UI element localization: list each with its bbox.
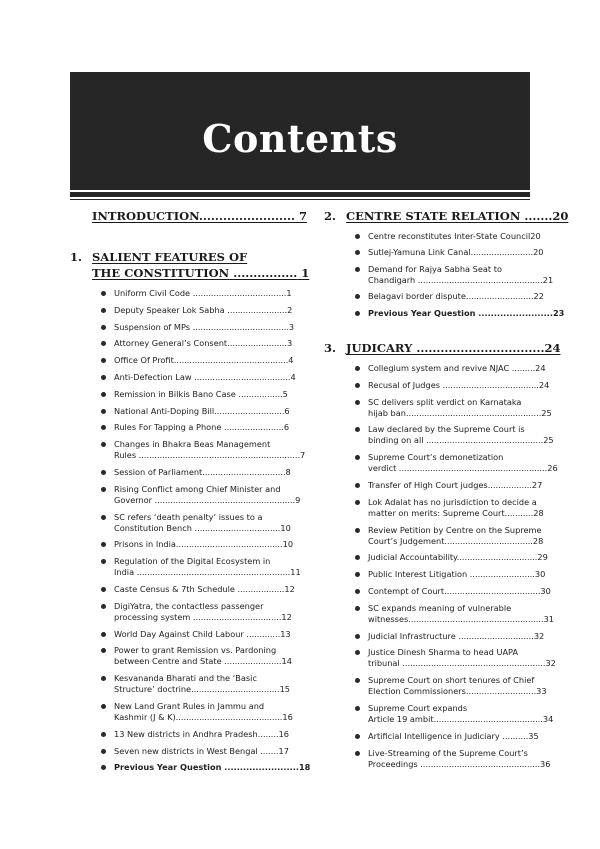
toc-item[interactable]	[114, 484, 346, 506]
section-number: 3.	[324, 341, 337, 355]
bullet-icon	[355, 383, 360, 388]
header-rule-thin	[70, 199, 530, 200]
bullet-icon	[355, 555, 360, 560]
bullet-icon	[101, 291, 106, 296]
toc-item[interactable]	[368, 247, 596, 258]
bullet-icon	[101, 470, 106, 475]
bullet-icon	[355, 678, 360, 683]
toc-item[interactable]	[368, 264, 596, 286]
toc-item[interactable]	[114, 762, 346, 773]
bullet-icon	[101, 442, 106, 447]
toc-item-text: Previous Year Question ........................23	[368, 307, 565, 318]
toc-item[interactable]	[368, 552, 596, 563]
toc-item[interactable]	[114, 673, 346, 695]
toc-item-text: SC refers ‘death penalty’ issues to a	[114, 511, 263, 522]
bullet-icon	[101, 749, 106, 754]
toc-item-text: Belagavi border dispute..........................22	[368, 291, 544, 302]
toc-item-text: Uniform Civil Code ....................................1	[114, 288, 292, 298]
toc-item-text: Public Interest Litigation .........................30	[368, 569, 546, 580]
toc-item-text: World Day Against Child Labour .............13	[114, 628, 291, 639]
entry-page: 20	[552, 209, 569, 223]
toc-item-text-cont: Article 19 ambit..........................................34	[368, 713, 554, 724]
bullet-icon	[101, 604, 106, 609]
toc-item[interactable]	[368, 424, 596, 446]
toc-item-text: Supreme Court expands	[368, 702, 468, 713]
toc-item-text-cont: tribunal .......................................................32	[368, 658, 556, 669]
toc-item[interactable]	[114, 629, 346, 640]
toc-item[interactable]	[114, 389, 346, 400]
toc-item-text: Contempt of Court.....................................30	[368, 585, 551, 596]
bullet-icon	[355, 706, 360, 711]
section-title: CENTRE STATE RELATION	[346, 209, 521, 223]
bullet-icon	[101, 341, 106, 346]
toc-item-text: Review Petition by Centre on the Supreme	[368, 524, 542, 535]
toc-item-text-cont: witnesses....................................................31	[368, 613, 554, 624]
bullet-icon	[355, 500, 360, 505]
section-3-items	[368, 363, 596, 775]
section-1-items	[114, 288, 346, 779]
toc-item[interactable]	[114, 701, 346, 723]
toc-item[interactable]	[368, 380, 596, 391]
toc-item[interactable]	[368, 525, 596, 547]
toc-item-text: DigiYatra, the contactless passenger	[114, 600, 264, 611]
toc-item[interactable]	[368, 631, 596, 642]
entry-page: 24	[544, 341, 561, 355]
bullet-icon	[355, 634, 360, 639]
section-title: JUDICARY	[346, 341, 413, 355]
toc-item[interactable]	[368, 363, 596, 374]
toc-section-1-line2	[92, 266, 309, 280]
toc-item-text-cont: Proceedings ..............................................36	[368, 758, 551, 769]
toc-entry-introduction[interactable]	[92, 209, 307, 223]
bullet-icon	[101, 732, 106, 737]
bullet-icon	[101, 358, 106, 363]
toc-item[interactable]	[114, 288, 346, 299]
section-2-items	[368, 231, 596, 324]
toc-item-text: Office Of Profit............................................4	[114, 355, 294, 366]
toc-item-text: Live-Streaming of the Supreme Court’s	[368, 747, 528, 758]
bullet-icon	[101, 308, 106, 313]
toc-item[interactable]	[114, 355, 346, 366]
toc-item[interactable]	[368, 480, 596, 491]
bullet-icon	[101, 409, 106, 414]
toc-item-text: Artificial Intelligence in Judiciary ..........35	[368, 730, 539, 741]
toc-item-text: SC expands meaning of vulnerable	[368, 602, 512, 613]
toc-item-text-cont: India ...........................................................11	[114, 567, 301, 578]
toc-item-text: Rules For Tapping a Phone .......................6	[114, 422, 290, 433]
toc-item-text: Attorney General’s Consent.......................3	[114, 338, 293, 349]
toc-item[interactable]	[114, 645, 346, 667]
toc-item-text: Sutlej-Yamuna Link Canal........................20	[368, 247, 544, 258]
toc-item[interactable]	[114, 601, 346, 623]
toc-item-text-cont: hijab ban....................................................25	[368, 407, 552, 418]
bullet-icon	[101, 704, 106, 709]
toc-section-2[interactable]	[324, 209, 568, 223]
toc-item[interactable]	[114, 338, 346, 349]
toc-item-text: Law declared by the Supreme Court is	[368, 424, 525, 435]
bullet-icon	[355, 455, 360, 460]
toc-item[interactable]	[114, 556, 346, 578]
toc-item-text: Judicial Infrastructure .............................32	[368, 630, 545, 641]
bullet-icon	[101, 587, 106, 592]
toc-item-text-cont: Chandigarh ................................................21	[368, 274, 554, 285]
entry-leader: ........................	[198, 209, 296, 223]
bullet-icon	[101, 676, 106, 681]
bullet-icon	[355, 366, 360, 371]
toc-item[interactable]	[114, 372, 346, 383]
toc-item-text: Rising Conflict among Chief Minister and	[114, 483, 281, 494]
toc-section-3[interactable]	[324, 341, 560, 355]
toc-item[interactable]	[368, 291, 596, 302]
bullet-icon	[101, 515, 106, 520]
toc-item-text: Caste Census & 7th Schedule ..................12	[114, 583, 295, 594]
toc-item[interactable]	[368, 603, 596, 625]
entry-title: INTRODUCTION	[92, 209, 199, 223]
toc-item-text: Kesvananda Bharati and the ‘Basic	[114, 673, 257, 684]
bullet-icon	[101, 425, 106, 430]
toc-item[interactable]	[368, 497, 596, 519]
toc-item-text: National Anti-Doping Bill...........................6	[114, 405, 290, 416]
toc-item[interactable]	[114, 729, 346, 740]
toc-item-text: Session of Parliament................................8	[114, 466, 291, 477]
toc-item-text: Remission in Bilkis Bano Case .................5	[114, 388, 288, 399]
bullet-icon	[101, 375, 106, 380]
bullet-icon	[355, 294, 360, 299]
entry-page: 1	[301, 266, 310, 280]
section-number: 2.	[324, 209, 337, 223]
bullet-icon	[101, 648, 106, 653]
toc-item-text: Changes in Bhakra Beas Management	[114, 439, 271, 450]
bullet-icon	[355, 606, 360, 611]
toc-item-text: 13 New districts in Andhra Pradesh........16	[114, 728, 289, 739]
bullet-icon	[355, 400, 360, 405]
toc-item[interactable]	[368, 569, 596, 580]
toc-item[interactable]	[368, 452, 596, 474]
bullet-icon	[355, 650, 360, 655]
toc-item[interactable]	[368, 675, 596, 697]
toc-section-1[interactable]	[70, 250, 247, 264]
toc-item-text: Transfer of High Court judges.................27	[368, 479, 543, 490]
bullet-icon	[101, 542, 106, 547]
bullet-icon	[355, 751, 360, 756]
toc-item-text: Demand for Rajya Sabha Seat to	[368, 263, 502, 274]
toc-item[interactable]	[114, 539, 346, 550]
toc-item[interactable]	[114, 467, 346, 478]
toc-item-text: Prisons in India.........................................10	[114, 539, 294, 550]
toc-item-text-cont: Kashmir (J & K).........................................16	[114, 711, 293, 722]
toc-item[interactable]	[368, 703, 596, 725]
bullet-icon	[101, 325, 106, 330]
entry-leader: .......	[524, 209, 553, 223]
section-title-cont: THE CONSTITUTION	[92, 266, 230, 280]
bullet-icon	[101, 765, 106, 770]
page-title: Contents	[202, 115, 398, 161]
bullet-icon	[355, 572, 360, 577]
toc-item[interactable]	[114, 422, 346, 433]
bullet-icon	[355, 250, 360, 255]
bullet-icon	[355, 234, 360, 239]
toc-item-text: Collegium system and revive NJAC .........24	[368, 363, 546, 373]
bullet-icon	[101, 559, 106, 564]
toc-item-text: Previous Year Question ........................18	[114, 762, 311, 773]
section-title: SALIENT FEATURES OF	[92, 250, 248, 264]
bullet-icon	[355, 427, 360, 432]
toc-item-text: New Land Grant Rules in Jammu and	[114, 700, 265, 711]
entry-page: 7	[299, 209, 308, 223]
toc-item-text-cont: Constitution Bench .................................10	[114, 522, 291, 533]
toc-item[interactable]	[114, 746, 346, 757]
bullet-icon	[355, 483, 360, 488]
toc-item-text: Supreme Court on short tenures of Chief	[368, 675, 535, 686]
toc-item[interactable]	[114, 584, 346, 595]
toc-item[interactable]	[368, 397, 596, 419]
toc-item[interactable]	[368, 231, 596, 242]
bullet-icon	[101, 487, 106, 492]
bullet-icon	[101, 392, 106, 397]
toc-item-text: SC delivers split verdict on Karnataka	[368, 396, 522, 407]
entry-leader: ................	[233, 266, 298, 280]
toc-item-text-cont: matter on merits: Supreme Court...........28	[368, 507, 544, 518]
toc-item-text-cont: Governor ......................................................9	[114, 494, 301, 505]
toc-item-text: Seven new districts in West Bengal .......17	[114, 745, 289, 756]
toc-item-text: Suspension of MPs .....................................3	[114, 321, 295, 332]
toc-item-text-cont: processing system ..................................12	[114, 611, 292, 622]
bullet-icon	[355, 734, 360, 739]
toc-item[interactable]	[368, 731, 596, 742]
toc-item-text: Deputy Speaker Lok Sabha .......................2	[114, 304, 293, 315]
toc-item-text-cont: Rules ..............................................................7	[114, 450, 306, 461]
toc-item[interactable]	[368, 586, 596, 597]
toc-item[interactable]	[368, 748, 596, 770]
toc-item-text: Anti-Defection Law .....................................4	[114, 371, 296, 382]
toc-item-text-cont: verdict .........................................................26	[368, 463, 558, 474]
toc-item[interactable]	[114, 322, 346, 333]
toc-item[interactable]	[114, 406, 346, 417]
toc-item-text-cont: between Centre and State ......................14	[114, 656, 292, 667]
toc-item[interactable]	[114, 512, 346, 534]
toc-item-text: Supreme Court’s demonetization	[368, 452, 504, 463]
toc-item[interactable]	[368, 647, 596, 669]
toc-item-text: Regulation of the Digital Ecosystem in	[114, 556, 271, 567]
section-number: 1.	[70, 250, 83, 264]
toc-item[interactable]	[114, 439, 346, 461]
toc-item-text-cont: Structure’ doctrine..................................15	[114, 684, 290, 695]
toc-item-text-cont: Election Commissioners...........................33	[368, 686, 547, 697]
bullet-icon	[355, 528, 360, 533]
toc-item-text-cont: binding on all .............................................25	[368, 435, 554, 446]
header-rule-thick	[70, 192, 530, 197]
header-banner	[70, 72, 530, 190]
toc-item-text: Lok Adalat has no jurisdiction to decide a	[368, 496, 537, 507]
bullet-icon	[355, 589, 360, 594]
entry-leader: ................................	[416, 341, 545, 355]
toc-item-text: Justice Dinesh Sharma to head UAPA	[368, 647, 519, 658]
toc-item[interactable]	[368, 308, 596, 319]
toc-item-text: Centre reconstitutes Inter-State Council20	[368, 231, 541, 241]
toc-item-text: Judicial Accountability...............................29	[368, 552, 548, 563]
bullet-icon	[355, 311, 360, 316]
toc-item[interactable]	[114, 305, 346, 316]
toc-item-text: Recusal of Judges .....................................24	[368, 379, 550, 390]
toc-item-text: Power to grant Remission vs. Pardoning	[114, 645, 277, 656]
toc-item-text-cont: Court’s Judgement..................................28	[368, 535, 544, 546]
bullet-icon	[355, 267, 360, 272]
bullet-icon	[101, 632, 106, 637]
